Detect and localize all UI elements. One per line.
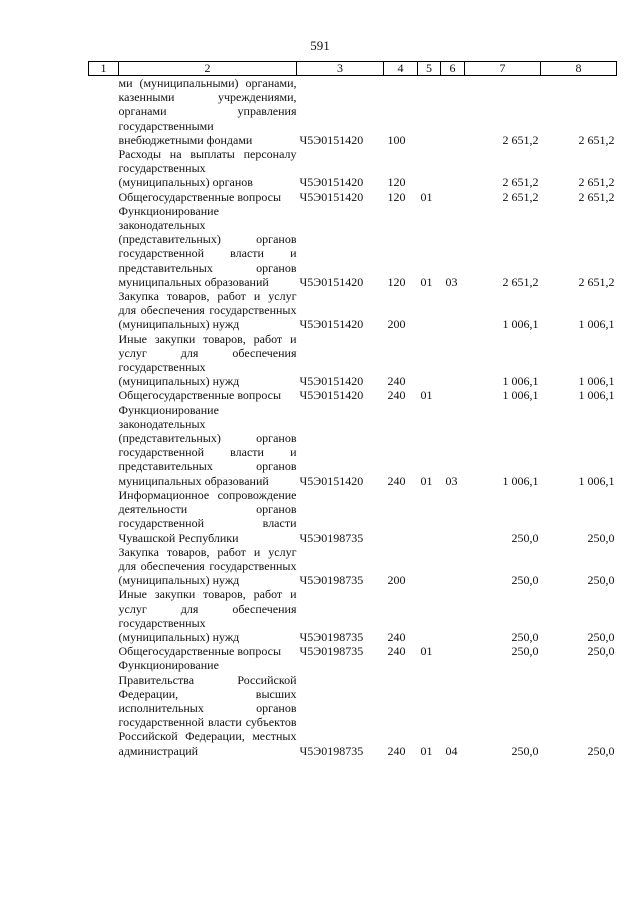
cell-c7: 250,0 <box>511 644 539 659</box>
cell-c4: 240 <box>387 388 406 403</box>
cell-c6 <box>441 289 465 332</box>
cell-c8: 1 006,1 <box>578 473 615 488</box>
cell-name: Иные закупки товаров, работ и услуг для обеспечения государственных (муниципальных) нужд <box>118 587 297 644</box>
cell-code: Ч5Э0151420 <box>299 473 364 488</box>
cell-code: Ч5Э0198735 <box>299 629 364 644</box>
cell-name: Общегосударственные вопросы <box>118 189 282 204</box>
cell-c8: 250,0 <box>587 743 615 758</box>
cell-c7: 2 651,2 <box>502 132 539 147</box>
cell-name: Закупка товаров, работ и услуг для обеспечения государственных (муниципальных) нужд <box>118 544 297 588</box>
table-row <box>89 658 617 757</box>
table-row <box>89 289 617 332</box>
table-row <box>89 190 617 204</box>
cell-c6: 04 <box>445 743 458 758</box>
cell-c4: 120 <box>387 175 406 190</box>
cell-c4: 240 <box>387 644 406 659</box>
table-body <box>89 76 617 758</box>
cell-c7: 250,0 <box>511 629 539 644</box>
cell-code: Ч5Э0151420 <box>299 132 364 147</box>
column-header-5: 5 <box>418 62 441 76</box>
cell-c7: 1 006,1 <box>502 388 539 403</box>
header-row <box>89 62 617 76</box>
cell-c8: 1 006,1 <box>578 317 615 332</box>
cell-c5 <box>418 488 441 545</box>
cell-c5 <box>418 147 441 190</box>
cell-c6: 03 <box>445 274 458 289</box>
cell-c8: 250,0 <box>587 629 615 644</box>
cell-c4: 120 <box>387 274 406 289</box>
row-number-cell <box>89 204 119 289</box>
cell-c4: 100 <box>387 132 406 147</box>
cell-c6 <box>441 587 465 644</box>
cell-c5 <box>418 289 441 332</box>
cell-c5: 01 <box>420 743 433 758</box>
cell-c7: 1 006,1 <box>502 473 539 488</box>
cell-c4: 240 <box>387 374 406 389</box>
column-header-8: 8 <box>541 62 617 76</box>
cell-c5 <box>418 76 441 148</box>
table-row <box>89 76 617 148</box>
cell-code: Ч5Э0198735 <box>299 530 364 545</box>
cell-c6 <box>441 644 465 658</box>
cell-c8: 1 006,1 <box>578 388 615 403</box>
cell-c5 <box>418 332 441 389</box>
cell-name: Функционирование законодательных (представительных) органов государственной власти и представительных органов муниципальных образований <box>118 402 297 488</box>
cell-c6 <box>441 545 465 588</box>
cell-c6 <box>441 488 465 545</box>
cell-c7: 2 651,2 <box>502 274 539 289</box>
row-number-cell <box>89 644 119 658</box>
cell-c5: 01 <box>420 388 433 403</box>
cell-code: Ч5Э0151420 <box>299 175 364 190</box>
cell-c4: 120 <box>387 189 406 204</box>
page-number: 591 <box>310 38 330 53</box>
cell-c6 <box>441 388 465 402</box>
row-number-cell <box>89 289 119 332</box>
cell-c4: 200 <box>387 573 406 588</box>
cell-c5 <box>418 545 441 588</box>
row-number-cell <box>89 658 119 757</box>
table-row <box>89 147 617 190</box>
row-number-cell <box>89 545 119 588</box>
table-row <box>89 204 617 289</box>
cell-c6 <box>441 147 465 190</box>
row-number-cell <box>89 190 119 204</box>
cell-c6: 03 <box>445 473 458 488</box>
cell-c8: 1 006,1 <box>578 374 615 389</box>
cell-c8: 250,0 <box>587 530 615 545</box>
table-row <box>89 545 617 588</box>
column-header-6: 6 <box>441 62 465 76</box>
column-header-7: 7 <box>465 62 541 76</box>
cell-name: Расходы на выплаты персоналу государственных (муниципальных) органов <box>118 147 297 190</box>
table-row <box>89 403 617 488</box>
cell-c6 <box>441 190 465 204</box>
cell-code: Ч5Э0198735 <box>299 743 364 758</box>
cell-code: Ч5Э0151420 <box>299 189 364 204</box>
cell-c5: 01 <box>420 473 433 488</box>
row-number-cell <box>89 332 119 389</box>
row-number-cell <box>89 488 119 545</box>
cell-c8: 250,0 <box>587 573 615 588</box>
table-header <box>89 62 617 76</box>
cell-c7: 250,0 <box>511 573 539 588</box>
cell-c4: 200 <box>387 317 406 332</box>
cell-c7: 2 651,2 <box>502 189 539 204</box>
cell-c4 <box>384 488 418 545</box>
cell-c8: 2 651,2 <box>578 175 615 190</box>
cell-c5 <box>418 587 441 644</box>
cell-c7: 1 006,1 <box>502 374 539 389</box>
cell-name: Иные закупки товаров, работ и услуг для обеспечения государственных (муниципальных) нужд <box>118 331 297 389</box>
cell-code: Ч5Э0151420 <box>299 317 364 332</box>
cell-c7: 250,0 <box>511 743 539 758</box>
cell-c8: 2 651,2 <box>578 274 615 289</box>
cell-c4: 240 <box>387 743 406 758</box>
cell-c5: 01 <box>420 644 433 659</box>
cell-name: ми (муниципальными) органами, казенными учреждениями, органами управления государственными внебюджетными фондами <box>118 76 297 147</box>
row-number-cell <box>89 76 119 148</box>
cell-name: Функционирование Правительства Российской Федерации, высших исполнительных органов государственной власти субъектов Российской Федерации, местных администраций <box>118 658 297 758</box>
cell-name: Общегосударственные вопросы <box>118 644 282 659</box>
cell-name: Общегосударственные вопросы <box>118 388 282 403</box>
budget-table <box>88 61 617 758</box>
cell-c8: 250,0 <box>587 644 615 659</box>
column-header-2: 2 <box>119 62 297 76</box>
column-header-4: 4 <box>384 62 418 76</box>
table-row <box>89 488 617 545</box>
column-header-3: 3 <box>297 62 384 76</box>
table-row <box>89 587 617 644</box>
cell-name: Информационное сопровождение деятельности органов государственной власти Чувашской Республики <box>118 487 297 545</box>
cell-code: Ч5Э0151420 <box>299 374 364 389</box>
cell-code: Ч5Э0151420 <box>299 388 364 403</box>
cell-c4: 240 <box>387 629 406 644</box>
column-header-1: 1 <box>89 62 119 76</box>
cell-c7: 250,0 <box>511 530 539 545</box>
cell-c4: 240 <box>387 473 406 488</box>
row-number-cell <box>89 147 119 190</box>
cell-c8: 2 651,2 <box>578 132 615 147</box>
cell-code: Ч5Э0198735 <box>299 573 364 588</box>
cell-c6 <box>441 332 465 389</box>
cell-c7: 2 651,2 <box>502 175 539 190</box>
cell-c7: 1 006,1 <box>502 317 539 332</box>
cell-c6 <box>441 76 465 148</box>
row-number-cell <box>89 388 119 402</box>
row-number-cell <box>89 587 119 644</box>
table-row <box>89 332 617 389</box>
cell-code: Ч5Э0198735 <box>299 644 364 659</box>
cell-name: Закупка товаров, работ и услуг для обеспечения государственных (муниципальных) нужд <box>118 289 297 332</box>
cell-name: Функционирование законодательных (представительных) органов государственной власти и представительных органов муниципальных образований <box>118 203 297 289</box>
cell-c5: 01 <box>420 189 433 204</box>
cell-c8: 2 651,2 <box>578 189 615 204</box>
cell-c5: 01 <box>420 274 433 289</box>
cell-code: Ч5Э0151420 <box>299 274 364 289</box>
row-number-cell <box>89 403 119 488</box>
table-row <box>89 388 617 402</box>
table-row <box>89 644 617 658</box>
